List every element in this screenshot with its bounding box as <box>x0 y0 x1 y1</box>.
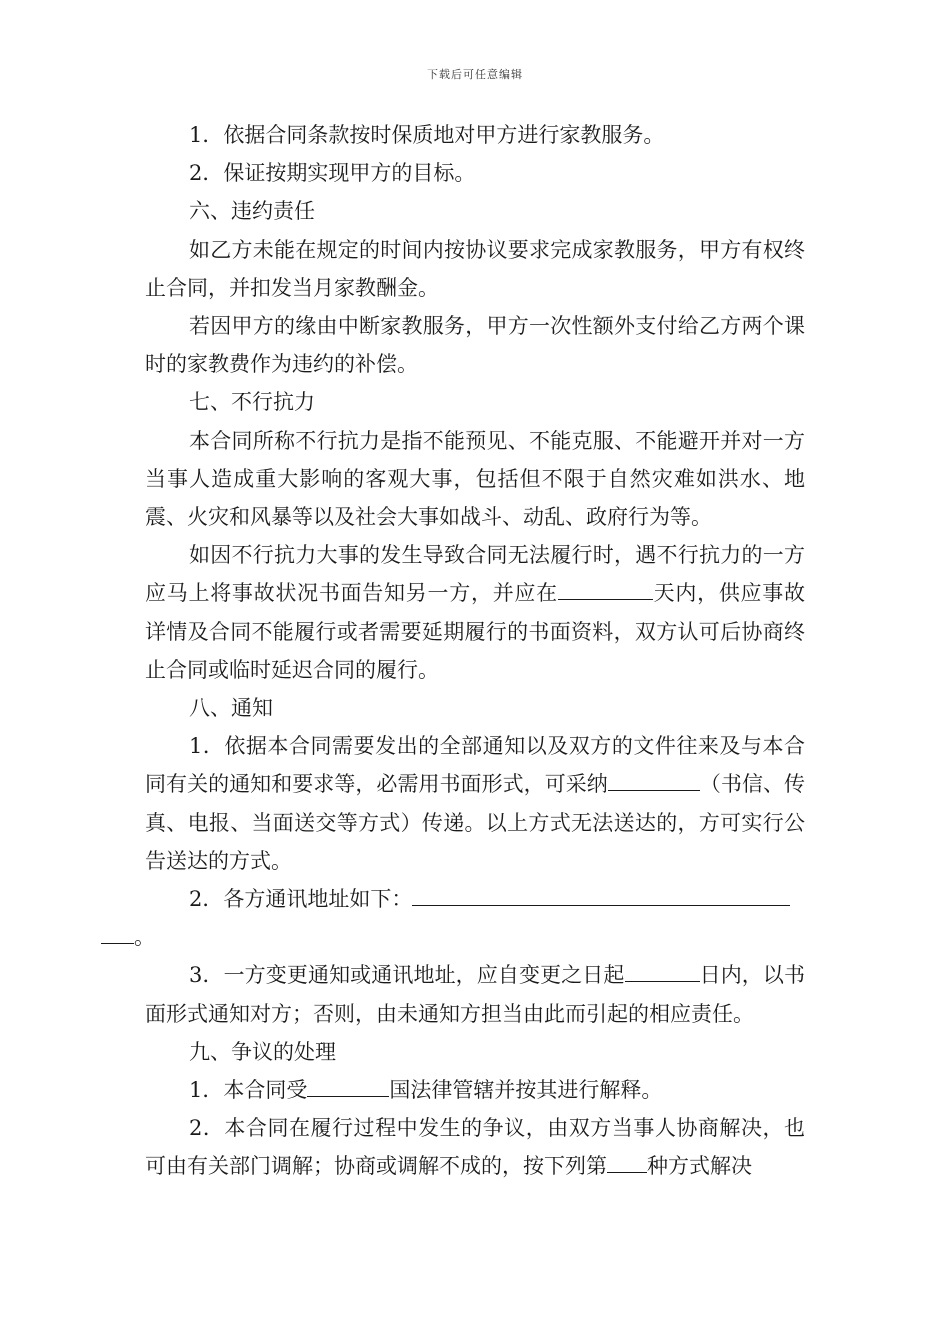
paragraph-breach-2: 若因甲方的缘由中断家教服务，甲方一次性额外支付给乙方两个课时的家教费作为违约的补偿。 <box>145 314 805 377</box>
text-segment: 天内，供应事故详情及合同不能履行或者需要延期履行的书面资料，双方认可后协商终止合同或临时延迟合同的履行。 <box>145 581 806 682</box>
text-segment: 种方式解决 <box>647 1154 752 1179</box>
blank-change-days[interactable] <box>625 959 700 982</box>
paragraph-force-majeure-2 <box>145 536 805 689</box>
blank-days[interactable] <box>558 577 653 600</box>
text-segment: 1．依据本合同需要发出的全部通知以及双方的文件往来及与本合同有关的通知和要求等，必需用书面形式，可采纳 <box>145 734 805 797</box>
text-segment: 2．本合同在履行过程中发生的争议，由双方当事人协商解决，也可由有关部门调解；协商或调解不成的，按下列第 <box>145 1116 805 1179</box>
clause-2: 2．保证按期实现甲方的目标。 <box>189 161 476 186</box>
text-segment: 。 <box>134 925 155 950</box>
paragraph-notice-3 <box>145 956 805 1032</box>
clause-1: 1．依据合同条款按时保质地对甲方进行家教服务。 <box>189 123 665 147</box>
text-segment: 国法律管辖并按其进行解释。 <box>389 1078 663 1103</box>
text-segment: （书信、传真、电报、当面送交等方式）传递。以上方式无法送达的，方可实行公告送达的方式。 <box>145 772 806 873</box>
text-segment: 日内，以书面形式通知对方；否则，由未通知方担当由此而引起的相应责任。 <box>145 963 806 1026</box>
paragraph-notice-2 <box>134 880 805 956</box>
section-title-breach: 六、违约责任 <box>189 199 315 224</box>
paragraph-dispute-1 <box>145 1071 805 1109</box>
blank-option[interactable] <box>607 1150 647 1173</box>
section-title-force-majeure: 七、不行抗力 <box>189 390 315 415</box>
text-segment: 1．本合同受 <box>189 1078 308 1103</box>
section-title-notice: 八、通知 <box>189 696 273 721</box>
paragraph-force-majeure-1: 本合同所称不行抗力是指不能预见、不能克服、不能避开并对一方当事人造成重大影响的客观大事，包括但不限于自然灾难如洪水、地震、火灾和风暴等以及社会大事如战斗、动乱、政府行为等。 <box>145 428 805 530</box>
blank-country[interactable] <box>307 1074 389 1097</box>
blank-address-tail[interactable] <box>101 921 134 944</box>
paragraph-breach-1: 如乙方未能在规定的时间内按协议要求完成家教服务，甲方有权终止合同，并扣发当月家教酬金。 <box>145 237 805 300</box>
paragraph-notice-1 <box>145 727 805 880</box>
text-segment: 2．各方通讯地址如下： <box>189 887 413 912</box>
text-segment: 如因不行抗力大事的发生导致合同无法履行时，遇不行抗力的一方应马上将事故状况书面告知另一方，并应在 <box>145 543 805 606</box>
blank-address[interactable] <box>412 883 790 906</box>
page-header: 下载后可任意编辑 <box>427 68 523 81</box>
section-title-dispute: 九、争议的处理 <box>189 1039 336 1064</box>
document-body <box>134 116 806 1186</box>
blank-method[interactable] <box>608 768 700 791</box>
text-segment: 3．一方变更通知或通讯地址，应自变更之日起 <box>189 963 625 988</box>
paragraph-dispute-2 <box>145 1109 805 1185</box>
